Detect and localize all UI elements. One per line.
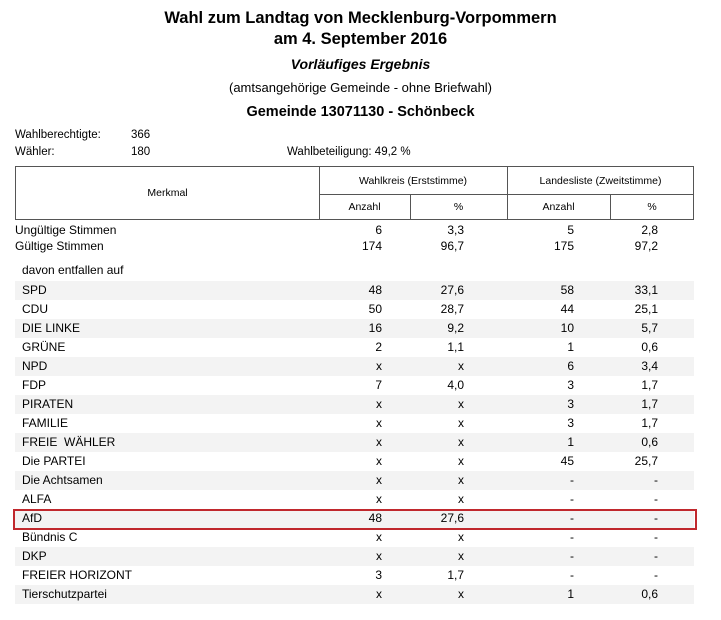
header-feature: Merkmal xyxy=(147,187,188,199)
cell-percent-statelist: - xyxy=(654,492,658,506)
table-row xyxy=(15,319,694,338)
cell-count-constituency: x xyxy=(376,416,382,430)
table-row xyxy=(15,528,694,547)
cell-percent-constituency: 4,0 xyxy=(447,378,464,392)
header-statelist: Landesliste (Zweitstimme) xyxy=(539,174,662,187)
cell-count-constituency: 48 xyxy=(368,283,382,297)
cell-count-constituency: 6 xyxy=(375,223,382,237)
cell-percent-statelist: - xyxy=(654,511,658,525)
cell-count-constituency: x xyxy=(376,549,382,563)
cell-count-statelist: - xyxy=(570,511,574,525)
cell-percent-statelist: 0,6 xyxy=(641,340,658,354)
afd-highlight-box xyxy=(13,509,697,530)
cell-percent-constituency: x xyxy=(458,416,464,430)
table-row xyxy=(15,338,694,357)
cell-count-statelist: 10 xyxy=(560,321,574,335)
cell-percent-constituency: x xyxy=(458,549,464,563)
subtitle: Vorläufiges Ergebnis xyxy=(290,56,431,72)
cell-percent-constituency: 1,7 xyxy=(447,568,464,582)
cell-percent-statelist: - xyxy=(654,568,658,582)
cell-percent-constituency: x xyxy=(458,454,464,468)
party-name: CDU xyxy=(22,302,48,316)
cell-percent-statelist: 97,2 xyxy=(634,239,658,253)
table-header xyxy=(15,166,694,220)
party-name: Die Achtsamen xyxy=(22,473,103,487)
cell-count-statelist: 3 xyxy=(567,397,574,411)
cell-count-statelist: 6 xyxy=(567,359,574,373)
cell-percent-statelist: 33,1 xyxy=(634,283,658,297)
party-name: FREIE WÄHLER xyxy=(22,435,116,449)
eligible-label: Wahlberechtigte: xyxy=(15,129,101,141)
header-constituency: Wahlkreis (Erststimme) xyxy=(358,174,468,187)
cell-percent-statelist: 2,8 xyxy=(641,223,658,237)
cell-percent-constituency: 9,2 xyxy=(447,321,464,335)
cell-count-statelist: 45 xyxy=(560,454,574,468)
scope-note: (amtsangehörige Gemeinde - ohne Briefwahl) xyxy=(228,80,493,95)
table-row xyxy=(15,452,694,471)
cell-percent-constituency: 1,1 xyxy=(447,340,464,354)
cell-count-constituency: 3 xyxy=(375,568,382,582)
party-name: Tierschutzpartei xyxy=(22,587,107,601)
row-label: Gültige Stimmen xyxy=(15,239,104,253)
cell-percent-statelist: - xyxy=(654,473,658,487)
cell-percent-statelist: 5,7 xyxy=(641,321,658,335)
cell-percent-constituency: 27,6 xyxy=(440,283,464,297)
cell-count-constituency: x xyxy=(376,492,382,506)
section-label: davon entfallen auf xyxy=(22,263,124,277)
cell-percent-statelist: 0,6 xyxy=(641,435,658,449)
cell-count-constituency: x xyxy=(376,359,382,373)
eligible-value: 366 xyxy=(131,129,151,141)
party-name: PIRATEN xyxy=(22,397,74,411)
cell-percent-constituency: 3,3 xyxy=(447,223,464,237)
cell-percent-statelist: 1,7 xyxy=(641,416,658,430)
cell-percent-constituency: x xyxy=(458,587,464,601)
cell-count-statelist: 175 xyxy=(553,239,574,253)
section-label-row xyxy=(15,261,694,280)
party-name: DIE LINKE xyxy=(22,321,81,335)
cell-count-statelist: - xyxy=(570,473,574,487)
cell-percent-constituency: 28,7 xyxy=(440,302,464,316)
party-name: FAMILIE xyxy=(22,416,69,430)
cell-count-statelist: 58 xyxy=(560,283,574,297)
cell-percent-statelist: 3,4 xyxy=(641,359,658,373)
cell-percent-constituency: 27,6 xyxy=(440,511,464,525)
table-row xyxy=(15,238,694,254)
table-row xyxy=(15,222,694,238)
table-row xyxy=(15,414,694,433)
cell-percent-statelist: 25,1 xyxy=(634,302,658,316)
voters-label: Wähler: xyxy=(15,146,55,158)
cell-percent-statelist: - xyxy=(654,530,658,544)
party-name: AfD xyxy=(22,511,43,525)
cell-count-statelist: 44 xyxy=(560,302,574,316)
cell-percent-statelist: 25,7 xyxy=(634,454,658,468)
cell-percent-constituency: x xyxy=(458,530,464,544)
cell-count-constituency: x xyxy=(376,454,382,468)
cell-count-statelist: - xyxy=(570,568,574,582)
party-name: NPD xyxy=(22,359,48,373)
party-name: SPD xyxy=(22,283,47,297)
cell-percent-constituency: x xyxy=(458,435,464,449)
cell-percent-constituency: x xyxy=(458,492,464,506)
cell-percent-statelist: 1,7 xyxy=(641,378,658,392)
table-row xyxy=(15,281,694,300)
cell-percent-constituency: x xyxy=(458,397,464,411)
party-name: DKP xyxy=(22,549,47,563)
table-row xyxy=(15,357,694,376)
table-row xyxy=(15,395,694,414)
cell-count-constituency: 174 xyxy=(361,239,382,253)
table-row xyxy=(15,566,694,585)
cell-count-constituency: 7 xyxy=(375,378,382,392)
cell-count-constituency: x xyxy=(376,530,382,544)
cell-count-constituency: 50 xyxy=(368,302,382,316)
table-row xyxy=(15,547,694,566)
cell-count-constituency: 2 xyxy=(375,340,382,354)
party-name: Die PARTEI xyxy=(22,454,86,468)
cell-count-constituency: x xyxy=(376,397,382,411)
cell-percent-constituency: x xyxy=(458,359,464,373)
party-name: FREIER HORIZONT xyxy=(22,568,132,582)
row-label: Ungültige Stimmen xyxy=(15,223,117,237)
title-line-2: am 4. September 2016 xyxy=(273,30,448,48)
table-row xyxy=(15,490,694,509)
header-count-2: Anzahl xyxy=(542,200,575,213)
header-percent-1: % xyxy=(453,200,464,213)
cell-count-constituency: 16 xyxy=(368,321,382,335)
cell-percent-statelist: 0,6 xyxy=(641,587,658,601)
cell-count-statelist: - xyxy=(570,492,574,506)
voters-value: 180 xyxy=(131,146,151,158)
table-row xyxy=(15,433,694,452)
party-name: GRÜNE xyxy=(22,340,66,354)
turnout-text: Wahlbeteiligung: 49,2 % xyxy=(287,146,411,158)
cell-count-constituency: 48 xyxy=(368,511,382,525)
cell-count-statelist: - xyxy=(570,530,574,544)
party-name: ALFA xyxy=(22,492,52,506)
header-count-1: Anzahl xyxy=(348,200,381,213)
title-line-1: Wahl zum Landtag von Mecklenburg-Vorpommern xyxy=(164,9,557,27)
party-name: Bündnis C xyxy=(22,530,78,544)
cell-count-constituency: x xyxy=(376,435,382,449)
cell-count-statelist: - xyxy=(570,549,574,563)
cell-count-statelist: 1 xyxy=(567,435,574,449)
cell-count-statelist: 1 xyxy=(567,340,574,354)
cell-percent-constituency: x xyxy=(458,473,464,487)
cell-count-constituency: x xyxy=(376,587,382,601)
table-row xyxy=(15,471,694,490)
municipality-title: Gemeinde 13071130 - Schönbeck xyxy=(246,104,475,120)
cell-count-statelist: 5 xyxy=(567,223,574,237)
cell-percent-statelist: 1,7 xyxy=(641,397,658,411)
cell-count-constituency: x xyxy=(376,473,382,487)
party-name: FDP xyxy=(22,378,46,392)
table-row xyxy=(15,376,694,395)
cell-count-statelist: 3 xyxy=(567,416,574,430)
cell-count-statelist: 1 xyxy=(567,587,574,601)
table-row xyxy=(15,585,694,604)
table-row xyxy=(15,300,694,319)
header-percent-2: % xyxy=(647,200,657,213)
cell-percent-statelist: - xyxy=(654,549,658,563)
cell-percent-constituency: 96,7 xyxy=(440,239,464,253)
cell-count-statelist: 3 xyxy=(567,378,574,392)
